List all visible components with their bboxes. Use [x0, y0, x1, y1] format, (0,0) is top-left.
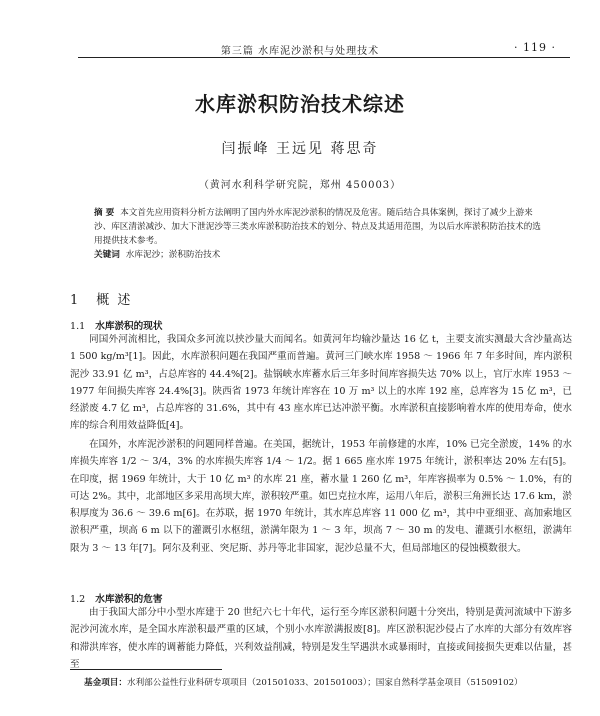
abstract — [94, 206, 544, 248]
subsection-title: 水库淤积的危害 — [95, 594, 163, 605]
keywords — [94, 248, 544, 260]
keywords-label: 关键词 — [94, 250, 120, 260]
abstract-label: 摘 要 — [94, 208, 115, 218]
header-rule — [78, 57, 570, 58]
author-list: 闫振峰 王远见 蒋思奇 — [221, 141, 379, 157]
section-number: 1 — [70, 293, 81, 308]
paper-title: 水库淤积防治技术综述 — [195, 92, 405, 116]
subsection-number: 1.1 — [70, 321, 86, 332]
footnote-text: 水利部公益性行业科研专项项目（201501033、201501003）；国家自然科学基金项目（51509102） — [126, 678, 523, 688]
body-paragraph: 同国外河流相比，我国众多河流以挟沙量大而闻名。如黄河年均输沙量达 16 亿 t，主要支流实测最大含沙量高达 1 500 kg/m³[1]。因此，水库淤积问题在我国严重而普遍。黄河三门峡水库 1958 ～ 1966 年 7 年多时间，库内淤积泥沙 33.91 亿 m³，占总库容的 44.4%[2]。盐锅峡水库蓄水后三年多时间库容损失达 70% 以上，官厅水库 1953 ～ 1977 年间损失库容 24.4%[3]。陕西省 1973 年统计库容在 10 万 m³ 以上的水库 192 座，总库容为 15 亿 m³，已经淤废 4.7 亿 m³，占总库容的 31.6%，其中有 43 座水库已达冲淤平衡。水库淤积直接影响着水库的使用寿命，使水库的综合利用效益降低[4]。 — [70, 334, 572, 432]
subsection-title: 水库淤积的现状 — [95, 321, 163, 332]
keywords-text: 水库泥沙；淤积防治技术 — [125, 250, 221, 260]
footnote — [84, 676, 564, 691]
running-header: 第三篇 水库泥沙淤积与处理技术 — [220, 46, 380, 57]
footnote-rule — [70, 669, 222, 670]
section-heading — [70, 289, 132, 308]
page-number: · 119 · — [514, 41, 556, 54]
affiliation: （黄河水利科学研究院，郑州 450003） — [198, 180, 402, 191]
footnote-label: 基金项目： — [84, 678, 127, 688]
body-paragraph: 由于我国大部分中小型水库建于 20 世纪六七十年代，运行至今库区淤积问题十分突出，特别是黄河流域中下游多泥沙河流水库，是全国水库淤积最严重的区域，个别小水库淤满报废[8]。库区淤积泥沙侵占了水库的大部分有效库容和滞洪库容，使水库的调蓄能力降低，兴利效益削减，特别是发生罕遇洪水或暴雨时，直接或间接损失更难以估量，甚至 — [70, 607, 572, 670]
subsection-heading — [70, 591, 162, 605]
body-paragraph: 在国外，水库泥沙淤积的问题同样普遍。在美国，据统计，1953 年前修建的水库，10% 已完全淤废，14% 的水库损失库容 1/2 ～ 3/4，3% 的水库损失库容 1/4 ～ 1/2。据 1 665 座水库 1975 年统计，淤积率达 20% 左右[5]。在印度，据 1969 年统计，大于 10 亿 m³ 的水库 21 座，蓄水量 1 260 亿 m³，年库容损率为 0.5% ～ 1.0%，有的可达 2%。其中，北部地区多采用高坝大库，淤积较严重。如巴克拉水库，运用八年后，淤积三角洲长达 17.6 km，淤积厚度为 36.6 ～ 39.6 m[6]。在苏联，据 1970 年统计，其水库总库容 11 000 亿 m³，其中中亚细亚、高加索地区淤积严重，坝高 6 m 以下的灌溉引水枢纽，淤满年限为 1 ～ 3 年，坝高 7 ～ 30 m 的发电、灌溉引水枢纽，淤满年限为 3 ～ 13 年[7]。阿尔及利亚、突尼斯、苏丹等北非国家，泥沙总量不大，但局部地区的侵蚀模数很大。 — [70, 439, 572, 554]
subsection-number: 1.2 — [70, 594, 86, 605]
abstract-text: 本文首先应用资料分析方法阐明了国内外水库泥沙淤积的情况及危害。随后结合具体案例，探讨了减少上游来沙、库区清淤减沙、加大下泄泥沙等三类水库淤积防治技术的划分、特点及其适用范围，为以后水库淤积防治技术的选用提供技术参考。 — [94, 208, 541, 246]
subsection-heading — [70, 318, 162, 332]
section-title: 概 述 — [96, 293, 133, 308]
